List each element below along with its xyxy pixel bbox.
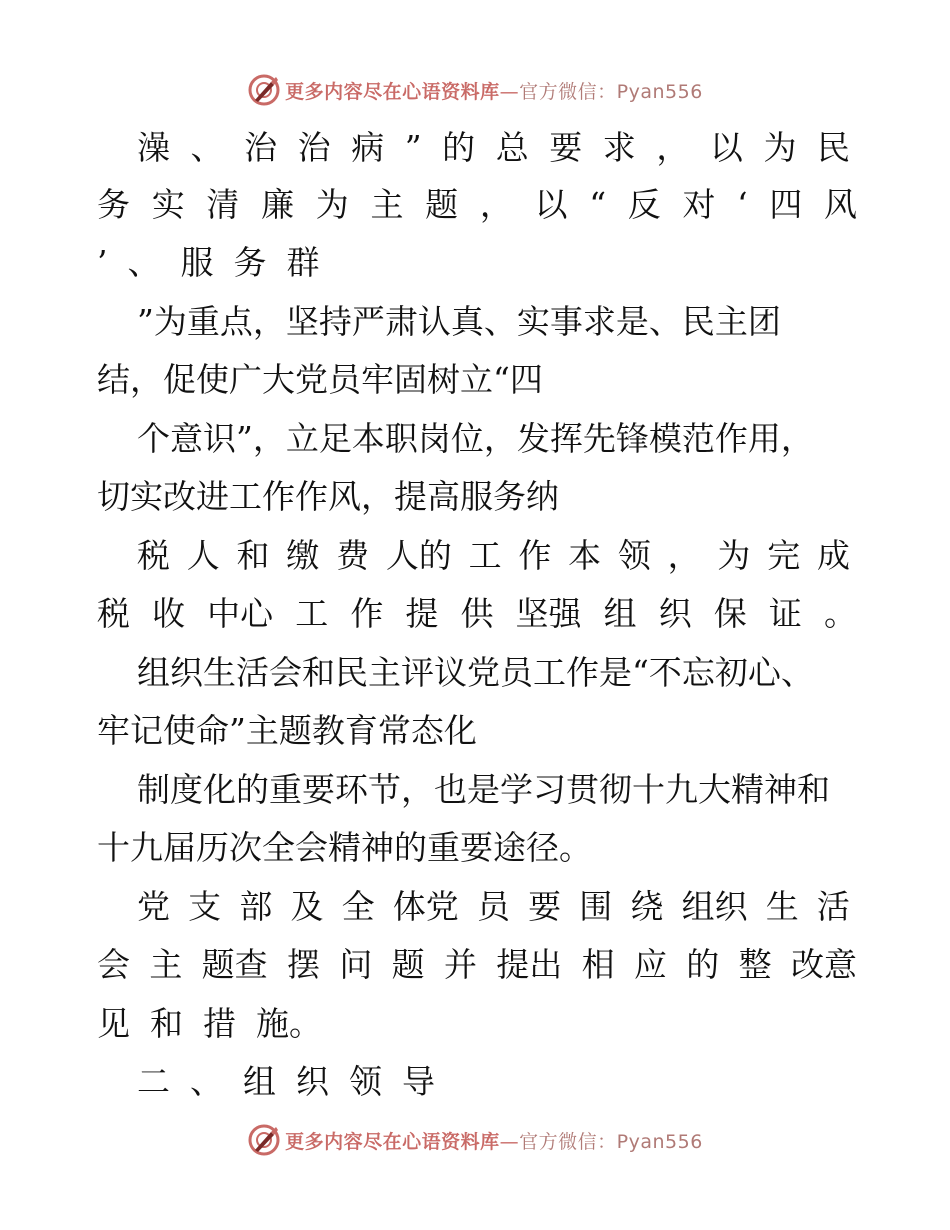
text-token: 员 xyxy=(476,887,510,926)
banner-contact-text: 官方微信：Pyan556 xyxy=(519,1130,703,1153)
text-token: 问 xyxy=(339,945,373,984)
body-text-line xyxy=(137,887,850,927)
text-token: 织 xyxy=(296,1062,329,1101)
text-token: 保 xyxy=(713,594,747,633)
body-text-line: 组织生活会和民主评议党员工作是“不忘初心、 xyxy=(137,653,814,692)
text-token: 服 xyxy=(180,243,214,282)
banner-dash: — xyxy=(499,1130,520,1153)
banner-text xyxy=(285,77,703,104)
text-token: 要 xyxy=(528,887,562,926)
text-token: 治 xyxy=(297,128,331,167)
text-token: 求 xyxy=(602,128,636,167)
text-token: 人 xyxy=(186,536,220,575)
text-token: 活 xyxy=(816,887,850,926)
text-token: 作 xyxy=(350,594,384,633)
text-token: 、 xyxy=(127,243,161,282)
text-token: 围 xyxy=(579,887,613,926)
text-token: 证 xyxy=(768,594,802,633)
body-text-line: 结，促使广大党员牢固树立“四 xyxy=(97,360,543,399)
text-token: 工 xyxy=(295,594,329,633)
header-watermark-banner xyxy=(0,70,950,110)
banner-dash: — xyxy=(499,80,520,103)
text-token: 群 xyxy=(286,243,320,282)
text-token: 织 xyxy=(658,594,692,633)
text-token: 题 xyxy=(425,185,459,224)
brand-logo-icon xyxy=(247,73,281,107)
body-text-line: 牢记使命”主题教育常态化 xyxy=(97,711,477,750)
body-text-line xyxy=(97,945,857,985)
banner-contact-text: 官方微信：Pyan556 xyxy=(519,80,703,103)
text-token: 、 xyxy=(190,1062,223,1101)
body-text-line xyxy=(137,128,850,168)
text-token: 以 xyxy=(534,185,568,224)
text-token: 费 xyxy=(336,536,370,575)
text-token: ’ xyxy=(97,243,108,282)
text-token: 澡 xyxy=(137,128,170,167)
body-text-line xyxy=(137,536,850,576)
text-token: 和 xyxy=(236,536,270,575)
text-token: 反 xyxy=(627,185,661,224)
text-token: 题 xyxy=(391,945,425,984)
text-token: 务 xyxy=(97,185,130,224)
text-token: 党 xyxy=(137,887,170,926)
text-token: 病 xyxy=(351,128,385,167)
text-token: 税 xyxy=(137,536,170,575)
text-token: ， xyxy=(667,536,701,575)
text-token: ” xyxy=(404,128,422,167)
text-token: 收 xyxy=(152,594,186,633)
body-text-line xyxy=(97,243,857,283)
text-token: 摆 xyxy=(286,945,320,984)
text-token: 为 xyxy=(763,128,797,167)
text-token: 、 xyxy=(190,128,224,167)
text-token: 提 xyxy=(405,594,439,633)
text-token: ， xyxy=(656,128,690,167)
text-token: 廉 xyxy=(261,185,295,224)
text-token: 应 xyxy=(633,945,667,984)
text-token: 务 xyxy=(233,243,267,282)
text-token: 要 xyxy=(549,128,583,167)
text-token: 整 xyxy=(738,945,772,984)
text-token: 风 xyxy=(824,185,857,224)
text-token: 中心 xyxy=(207,594,274,633)
text-token: 主 xyxy=(370,185,404,224)
body-text-line: 切实改进工作作风，提高服务纳 xyxy=(97,477,559,516)
text-token: ， xyxy=(479,185,513,224)
text-token: 相 xyxy=(581,945,615,984)
body-text-line: 个意识”，立足本职岗位，发挥先锋模范作用， xyxy=(137,419,814,458)
text-token: 完 xyxy=(767,536,801,575)
text-token: 导 xyxy=(402,1062,435,1101)
text-token: 组 xyxy=(603,594,637,633)
banner-lead-text: 更多内容尽在心语资料库 xyxy=(285,1130,500,1153)
text-token: 及 xyxy=(290,887,324,926)
text-token: 生 xyxy=(765,887,799,926)
text-token: 对 xyxy=(682,185,716,224)
text-token: 领 xyxy=(617,536,651,575)
text-token: 。 xyxy=(823,594,857,633)
body-text-line xyxy=(97,1004,857,1044)
text-token: 领 xyxy=(349,1062,382,1101)
text-token: 提出 xyxy=(496,945,563,984)
text-token: 坚强 xyxy=(515,594,582,633)
text-token: 的 xyxy=(686,945,720,984)
banner-text xyxy=(285,1127,703,1154)
text-token: 作 xyxy=(518,536,552,575)
body-text-line: 十九届历次全会精神的重要途径。 xyxy=(97,828,592,867)
text-token: 和 xyxy=(150,1004,183,1043)
text-token: 并 xyxy=(443,945,477,984)
text-token: 题查 xyxy=(201,945,268,984)
text-token: 改意 xyxy=(790,945,857,984)
text-token: 为 xyxy=(315,185,349,224)
banner-lead-text: 更多内容尽在心语资料库 xyxy=(285,80,500,103)
footer-watermark-banner xyxy=(0,1120,950,1160)
text-token: 供 xyxy=(460,594,494,633)
text-token: 施。 xyxy=(256,1004,322,1043)
text-token: 总 xyxy=(495,128,529,167)
text-token: 体党 xyxy=(392,887,459,926)
body-text-line xyxy=(97,185,857,225)
text-token: 二 xyxy=(137,1062,170,1101)
text-token: 部 xyxy=(239,887,273,926)
text-token: 支 xyxy=(188,887,222,926)
text-token: 实 xyxy=(151,185,185,224)
text-token: 工 xyxy=(468,536,502,575)
text-token: 本 xyxy=(568,536,602,575)
text-token: 税 xyxy=(97,594,130,633)
text-token: 清 xyxy=(206,185,240,224)
body-text-line xyxy=(97,594,857,634)
brand-logo-icon xyxy=(247,1123,281,1157)
text-token: 会 xyxy=(97,945,130,984)
text-token: ‘ xyxy=(737,185,748,224)
body-text-line xyxy=(137,1062,850,1102)
text-token: 全 xyxy=(341,887,375,926)
text-token: 四 xyxy=(769,185,803,224)
text-token: 为 xyxy=(717,536,751,575)
text-token: 缴 xyxy=(286,536,320,575)
text-token: 见 xyxy=(97,1004,130,1043)
text-token: “ xyxy=(589,185,607,224)
text-token: 民 xyxy=(816,128,850,167)
body-text-line: ”为重点，坚持严肃认真、实事求是、民主团 xyxy=(137,302,781,341)
text-token: 成 xyxy=(816,536,850,575)
text-token: 的 xyxy=(442,128,476,167)
text-token: 以 xyxy=(709,128,743,167)
text-token: 绕 xyxy=(630,887,664,926)
text-token: 组 xyxy=(243,1062,276,1101)
text-token: 主 xyxy=(149,945,183,984)
text-token: 人的 xyxy=(385,536,452,575)
text-token: 措 xyxy=(203,1004,236,1043)
text-token: 组织 xyxy=(681,887,748,926)
body-text-line: 制度化的重要环节，也是学习贯彻十九大精神和 xyxy=(137,770,830,809)
text-token: 治 xyxy=(244,128,278,167)
